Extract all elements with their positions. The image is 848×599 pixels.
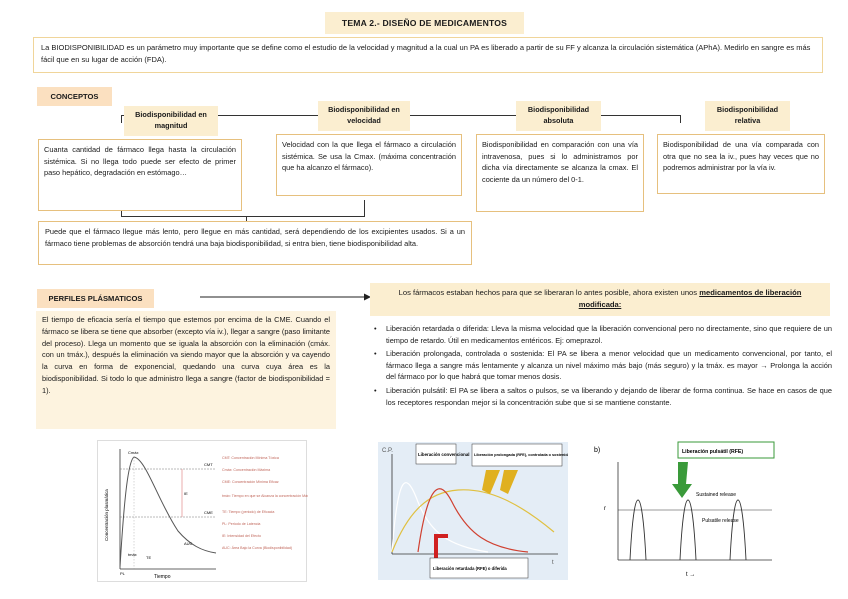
label-conventional: Liberación convencional [418, 452, 470, 457]
concept-card-magnitud: Cuanta cantidad de fármaco llega hasta la circulación sistémica. Si no llega todo puede ser efecto de primer paso hepático, degradación en estómago… [38, 139, 242, 211]
legend-item: Cmáx: Concentración Máxima [222, 468, 271, 472]
list-item [372, 323, 832, 346]
label-sustained: Sustained release [696, 492, 737, 498]
figure-letter: b) [594, 447, 601, 454]
label-cmax: Cmáx [128, 450, 139, 455]
perfiles-paragraph: El tiempo de eficacia sería el tiempo que estemos por encima de la CME. Cuando el fármaco se libera se tiene que absorber (excepto vía iv.), llegar a sangre (paso limitante del proceso). Llega un momento que se iguala la absorción con la eliminación (cmáx. con un tmáx.), después la eliminación va siendo mayor que la absorción y va cayendo la curva en forma de exponencial, quedando una curva cuya área es la biodisponibilidad. Si todo lo que administro llega a sangre (factor de biodisponibilidad = 1). [36, 311, 336, 429]
legend-item: CMT: Concentración Mínima Tóxica [222, 456, 279, 460]
bracket-line [121, 216, 365, 217]
axis-cp: C.P. [382, 448, 393, 454]
legend-item: IE: Intensidad del Efecto [222, 534, 261, 538]
list-item-text: Liberación prolongada, controlada o sostenida: El PA se libera a menor velocidad que un medicamento convencional, por tanto, el fármaco llega a sangre más lentamente y alcanza un nivel máximo más bajo (más seguro) y la tmáx. es mayor → Prolonga la acción del fármaco por lo que habrá que tomar menos dosis. [386, 349, 832, 382]
label-auc: AUC [184, 541, 193, 546]
label-cme: CME [204, 510, 213, 515]
liberacion-header [370, 283, 830, 316]
legend-item: tmáx: Tiempo en que se Alcanza la concentración Máxima [222, 494, 308, 498]
section-label-perfiles: PERFILES PLÁSMATICOS [37, 289, 154, 308]
bracket-line [364, 200, 365, 217]
concepts-summary: Puede que el fármaco llegue más lento, pero llegue en más cantidad, será dependiendo de los excipientes usados. Si a un fármaco tiene problemas de absorción tendrá una baja biodisponibilidad, si entra bien, tiene biodisponibilidad alta. [38, 221, 472, 265]
bullet-icon: • [374, 349, 377, 359]
concept-header-velocidad: Biodisponibilidad en velocidad [318, 101, 410, 131]
label-ie: IE [184, 491, 188, 496]
legend-item: AUC: Área Bajo la Curva (Biodisponibilidad) [222, 546, 293, 550]
axis-t: t → [686, 572, 696, 578]
xlabel: Tiempo [154, 574, 171, 580]
section-label-conceptos: CONCEPTOS [37, 87, 112, 106]
label-pulsatile: Pulsatile release [702, 518, 739, 524]
ylabel: Concentración plasmática [104, 489, 109, 541]
liberacion-intro-link: medicamentos de liberación modificada: [578, 288, 802, 309]
label-prolonged: Liberación prolongada (RFE), controlada o sostenida [474, 453, 568, 457]
concept-header-magnitud: Biodisponibilidad en magnitud [124, 106, 218, 136]
label-cmt: CMT [204, 462, 213, 467]
page-title: TEMA 2.- DISEÑO DE MEDICAMENTOS [325, 12, 524, 34]
legend-item: PL: Periodo de Latencia [222, 522, 261, 526]
label-te: TE [146, 555, 152, 560]
liberacion-list [372, 323, 832, 433]
liberacion-intro: Los fármacos estaban hechos para que se liberaran lo antes posible, ahora existen unos [398, 288, 698, 297]
concept-header-absoluta: Biodisponibilidad absoluta [516, 101, 601, 131]
list-item [372, 348, 832, 383]
concept-header-relativa: Biodisponibilidad relativa [705, 101, 790, 131]
concept-card-relativa: Biodisponibilidad de una vía comparada con otra que no sea la iv., pues hay veces que no podremos administrar por la vía iv. [657, 134, 825, 194]
legend-item: TE: Tiempo (periodo) de Eficacia [222, 510, 275, 514]
concept-card-absoluta: Biodisponibilidad en comparación con una vía intravenosa, pues si lo administramos por dicha vía directamente se alcanza la cmax. El cociente da un número del 0-1. [476, 134, 644, 212]
pulsatile-figure [592, 440, 778, 582]
label-delayed: Liberación retardada (RFE) o diferida [433, 566, 507, 571]
plasma-profile-figure [97, 440, 307, 582]
axis-t: t [552, 560, 554, 566]
right-arrow-icon [200, 292, 372, 302]
legend-item: CME: Concentración Mínima Eficaz [222, 480, 279, 484]
label-tmax: tmáx [128, 552, 137, 557]
list-item-text: Liberación pulsátil: El PA se libera a saltos o pulsos, se va liberando y dejando de liberar de forma continua. Se hace en casos de que los receptores respondan mejor si la concentración sube que si se mantiene constante. [386, 385, 832, 407]
intro-paragraph: La BIODISPONIBILIDAD es un parámetro muy importante que se define como el estudio de la velocidad y magnitud a la cual un PA es liberado a partir de su FF y alcanza la circulación sistemática (APhA). Medirlo en sangre es más fácil que en su lugar de acción (FDA). [33, 37, 823, 73]
concept-card-velocidad: Velocidad con la que llega el fármaco a circulación sistémica. Se usa la Cmax. (máxima concentración que ha alcanzo el fármaco). [276, 134, 462, 196]
label-pulsatile-title: Liberación pulsátil (RFE) [682, 449, 744, 455]
bullet-icon: • [374, 324, 377, 333]
label-pl: PL [120, 571, 125, 576]
connector-line [680, 115, 681, 123]
connector-line [121, 115, 122, 123]
axis-r: r [604, 506, 606, 512]
bullet-icon: • [374, 385, 377, 395]
list-item-text: Liberación retardada o diferida: Lleva la misma velocidad que la liberación convencional pero no directamente, sino que requiere de un tiempo de retardo. Útil en medicamentos entéricos. Ej: omeprazol. [386, 324, 832, 345]
release-curves-figure [378, 442, 568, 580]
list-item [372, 385, 832, 408]
